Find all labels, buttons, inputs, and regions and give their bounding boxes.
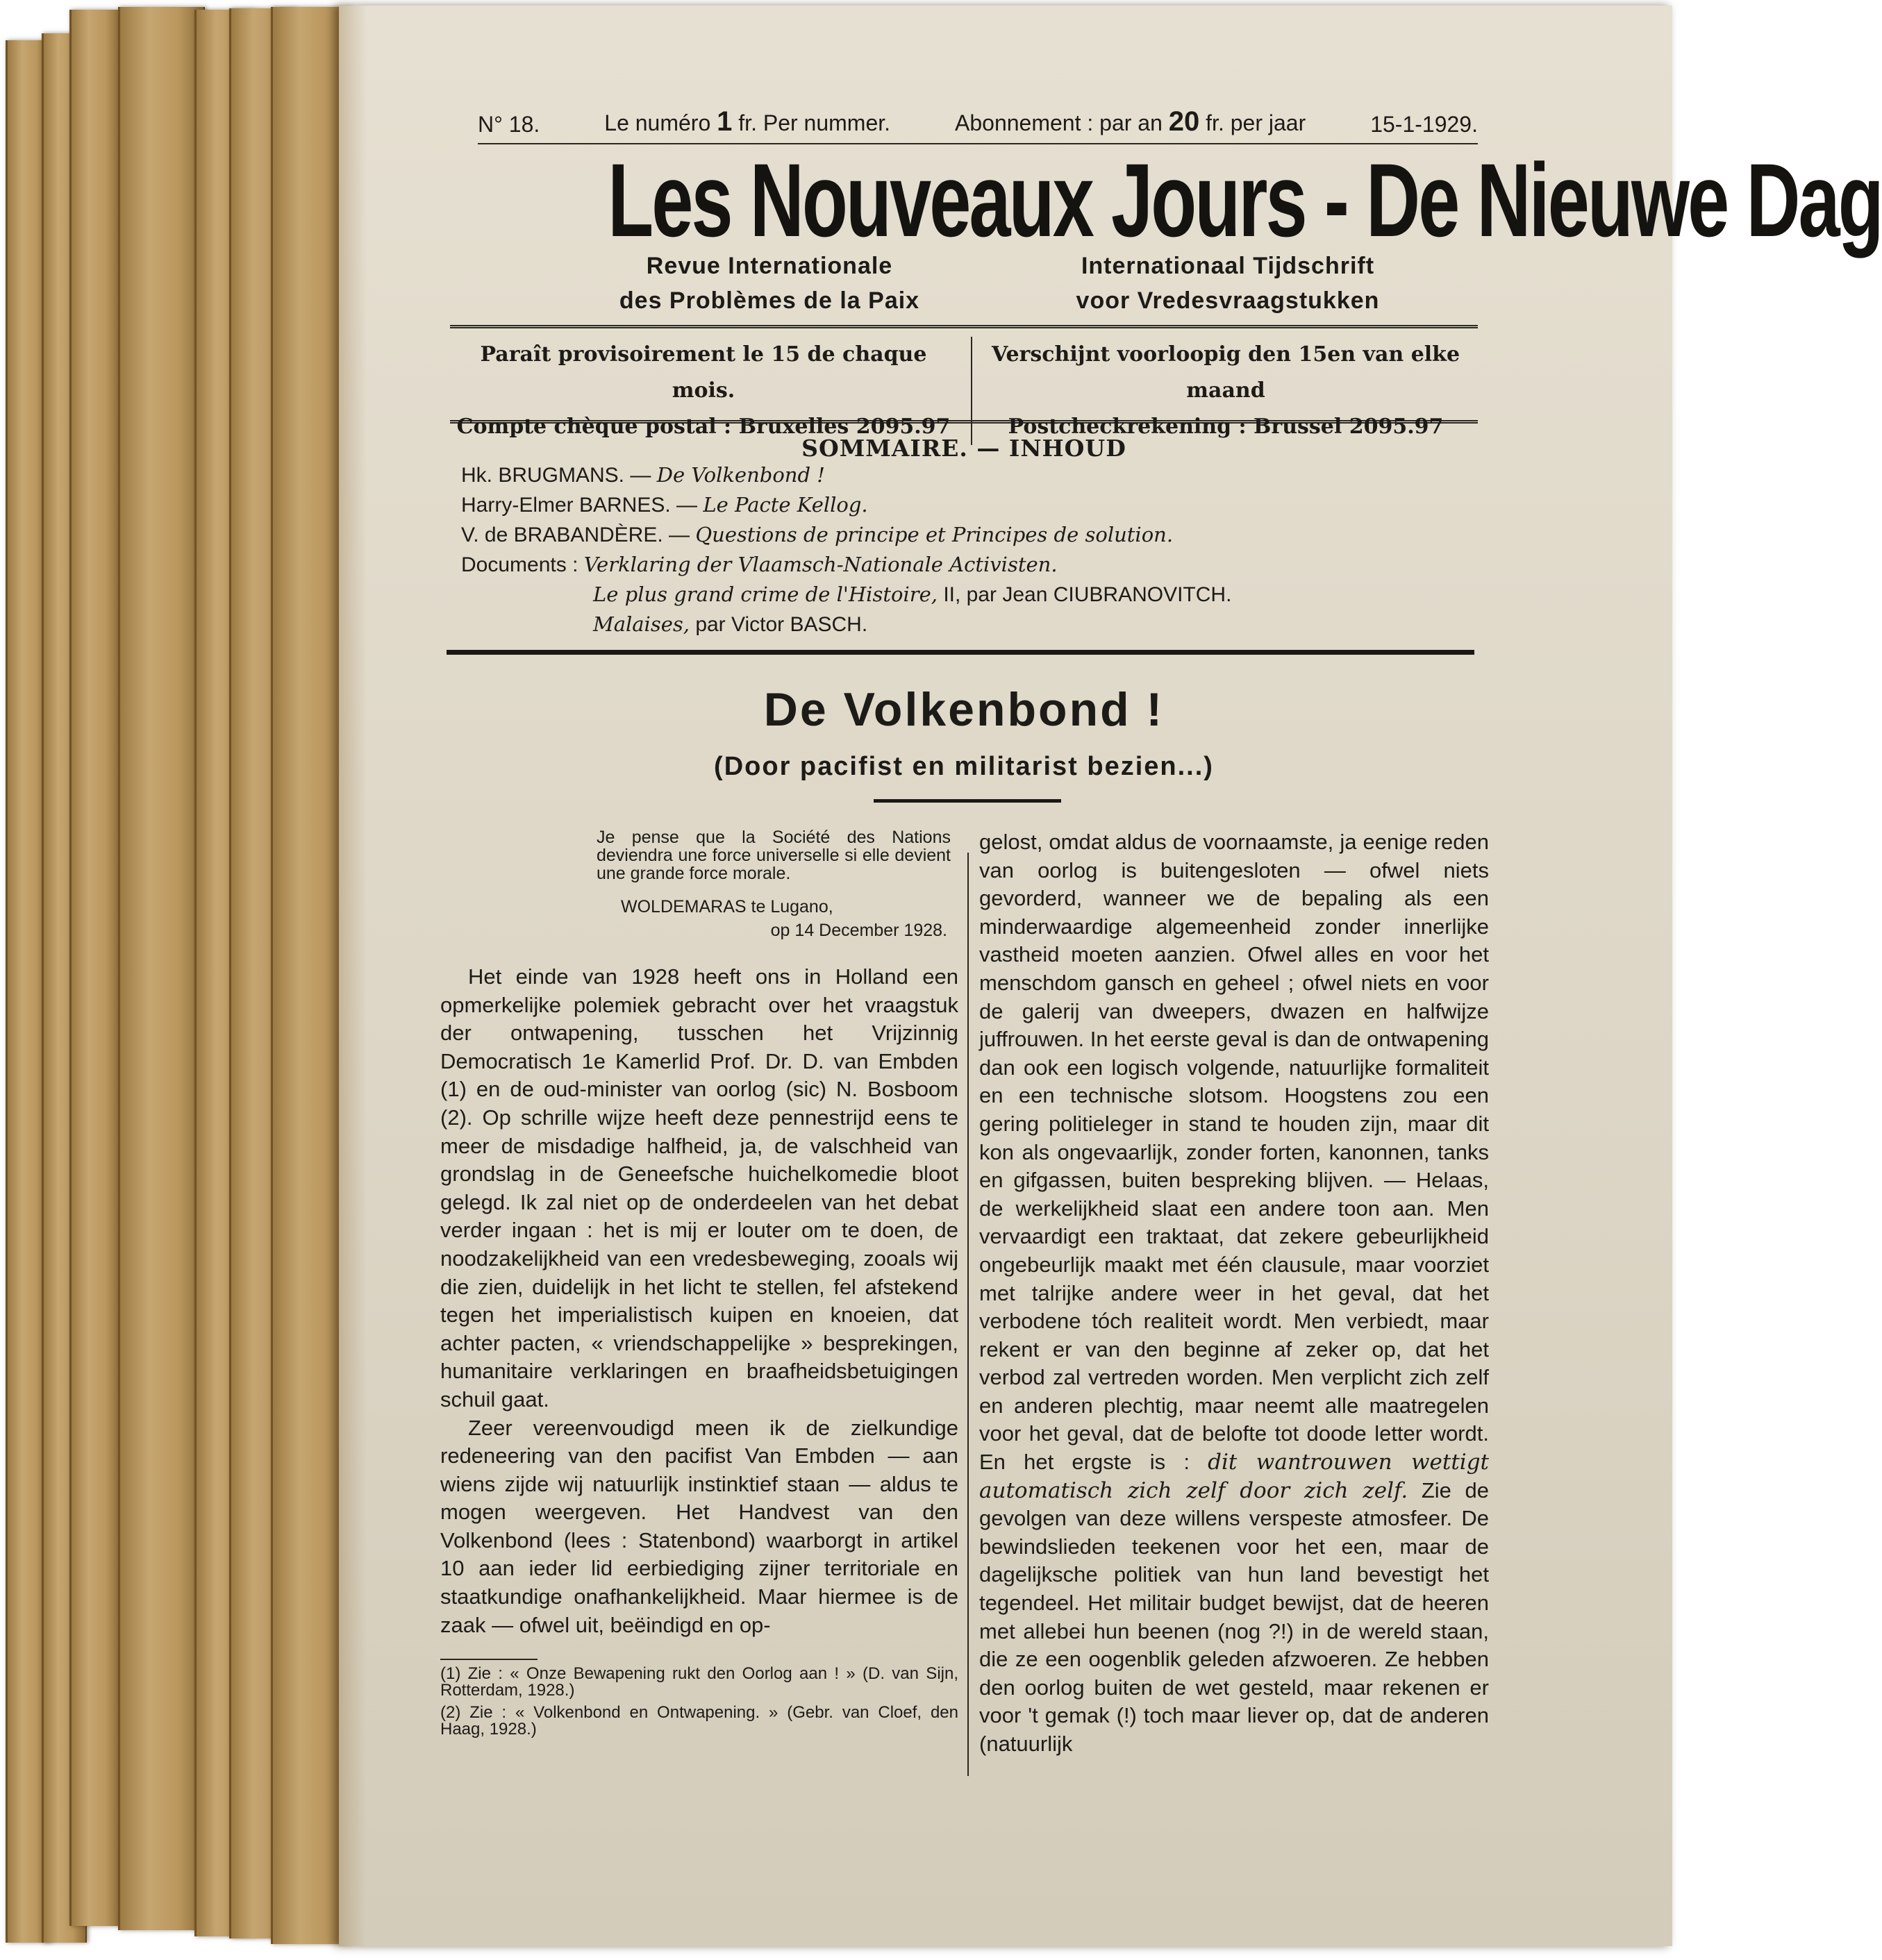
toc-title: Le plus grand crime de l'Histoire,	[593, 583, 938, 606]
publication-info	[450, 325, 1478, 439]
price-prefix: Le numéro	[604, 110, 711, 135]
info-line: Postcheckrekening : Brussel 2095.97	[1008, 414, 1444, 439]
footnote-rule	[440, 1659, 538, 1660]
issue-date: 15-1-1929.	[1370, 112, 1478, 137]
toc-entry	[461, 580, 1475, 610]
stacked-issue-edge	[69, 10, 122, 1926]
article-paragraph: Zeer vereenvoudigd meen ik de zielkundige redeneering van den pacifist Van Embden — aan wiens zijde wij natuurlijk instinktief staan — aldus te mogen weergeven. Het Handvest van den Volkenbond (lees : Statenbond) waarborgt in artikel 10 aan ieder lid eerbiediging zijner territoriale en staatkundige onafhankelijkheid. Maar hiermee is de zaak — ofwel uit, beëindigd en op-	[440, 1415, 958, 1637]
front-page	[339, 6, 1882, 1946]
epigraph-date: op 14 December 1928.	[770, 921, 947, 940]
toc-author: Documents :	[461, 553, 578, 576]
epigraph: Je pense que la Société des Nations deviendra une force universelle si elle devient une grande force morale.	[597, 828, 951, 883]
publication-info-dutch	[971, 337, 1479, 445]
article-headline: De Volkenbond !	[763, 683, 1165, 736]
article-paragraph-continued	[979, 828, 1489, 1759]
article-paragraph: Het einde van 1928 heeft ons in Holland een opmerkelijke polemiek gebracht over het vraagstuk der ontwapening, tusschen het Vrijzinnig Democratisch 1e Kamerlid Prof. Dr. D. van Embden (1) en de oud-minister van oorlog (sic) N. Bosboom (2). Op schrille wijze heeft deze pennestrijd eens te meer de misdadige halfheid, ja, de valschheid van grondslag in de Geneefsche huichelkomedie bloot gelegd. Ik zal niet op de onderdeelen van het debat verder ingaan : het is mij er louter om te doen, de noodzakelijkheid van een vredesbeweging, zooals wij die zien, duidelijk in het licht te stellen, fel afstekend tegen het imperialistisch kuipen en knoeien, dat achter pacten, « vriendschappelijke » besprekingen, humanitaire verklaringen en braafheidsbetuigingen schuil gaat.	[440, 964, 958, 1412]
toc-entry	[461, 520, 1475, 550]
article-text: gelost, omdat aldus de voornaamste, ja eenige reden van oorlog is buitengesloten — ofwel niets gevorderd, wanneer we de bepaling als een minderwaardige algemeenheid zonder innerlijke vastheid moeten aanzien. Ofwel alles en voor het menschdom gansch en geheel ; ofwel niets en voor de galerij van dweepers, dwazen en halfwijze juffrouwen. In het eerste geval is dan de ontwapening dan ook een logisch volgende, natuurlijke formaliteit en een technische slotsom. Hoogstens zou een gering politieleger in stand te houden zijn, maar dit kon als ongevaarlijk, zonder forten, kanonnen, tanks en gifgassen, buiten bespreking blijven. — Helaas, de werkelijkheid slaat een andere toon aan. Men vervaardigt een traktaat, dat zekere gebeurlijkheid ongebeurlijk maakt met één clausule, maar voorziet met talrijke andere weer in het geval, dat het verbodene tóch realiteit wordt. Men verbiedt, maar rekent er van den beginne af zeker op, dat het verbod zal vertreden worden. Men verplicht zich zelf en anderen plechtig, maar neemt alle maatregelen voor het geval, dat de belofte tot doode letter wordt. En het ergste is :	[979, 830, 1489, 1475]
toc-author: V. de BRABANDÈRE. —	[461, 523, 690, 546]
subscription-prefix: Abonnement : par an	[955, 110, 1163, 135]
epigraph-signature	[621, 895, 947, 942]
info-line: Verschijnt voorloopig den 15en van elke maand	[991, 342, 1460, 403]
subtitle-line: Revue Internationale	[646, 253, 893, 279]
subtitle-line: des Problèmes de la Paix	[619, 287, 920, 314]
toc-author: Hk. BRUGMANS. —	[461, 464, 651, 487]
article-text: Zie de gevolgen van deze willens verspeste atmosfeer. De bewindslieden teekenen voor het een, maar de dagelijksche politiek van hun land bevestigt het tegendeel. Het militair budget bewijst, dat de heeren met allebei hun beenen (nog ?!) in de wereld staan, die ze een oogenblik geleden afzwoeren. Ze hebben den oorlog buiten de wet gesteld, maar rekenen er voor 't gemak (!) toch maar liever op, dat de anderen (natuurlijk	[979, 1477, 1489, 1756]
subscription-suffix: fr. per jaar	[1206, 110, 1306, 135]
issue-price	[604, 106, 890, 137]
toc-entry	[461, 460, 1475, 490]
table-of-contents	[461, 460, 1475, 639]
info-line: Paraît provisoirement le 15 de chaque mois.	[480, 342, 927, 403]
article-column-right	[979, 828, 1489, 1759]
toc-author: Harry-Elmer BARNES. —	[461, 494, 698, 517]
toc-title: Verklaring der Vlaamsch-Nationale Activisten.	[583, 553, 1058, 576]
footnote: (2) Zie : « Volkenbond en Ontwapening. » (Gebr. van Cloef, den Haag, 1928.)	[440, 1703, 958, 1739]
article-column-left	[440, 828, 958, 1738]
footnote: (1) Zie : « Onze Bewapening rukt den Oorlog aan ! » (D. van Sijn, Rotterdam, 1928.)	[440, 1664, 958, 1700]
subscription-value: 20	[1168, 106, 1200, 137]
info-line: Compte chèque postal : Bruxelles 2095.97	[456, 414, 951, 439]
toc-extra: par Victor BASCH.	[695, 613, 868, 636]
toc-title: Le Pacte Kellog.	[703, 493, 868, 517]
newspaper-title: Les Nouveaux Jours - De Nieuwe Dag	[608, 142, 1882, 258]
masthead-line	[478, 96, 1478, 144]
subtitle-line: voor Vredesvraagstukken	[1076, 287, 1380, 314]
toc-title: De Volkenbond !	[656, 463, 825, 487]
headline-rule	[874, 799, 1061, 803]
toc-entry	[461, 490, 1475, 520]
publication-info-french	[450, 337, 957, 445]
toc-title: Malaises,	[593, 612, 690, 636]
issue-number: N° 18.	[478, 112, 540, 137]
section-divider	[447, 650, 1474, 655]
column-divider	[967, 853, 969, 1776]
price-value: 1	[717, 106, 733, 137]
toc-extra: II, par Jean CIUBRANOVITCH.	[943, 583, 1232, 606]
price-suffix: fr. Per nummer.	[738, 110, 891, 135]
subtitle-dutch	[1033, 249, 1422, 318]
article-emphasis: dit wantrouwen wettigt automatisch zich zelf door zich zelf.	[979, 1450, 1489, 1503]
subscription	[955, 106, 1306, 137]
contents-heading: SOMMAIRE. — INHOUD	[801, 435, 1126, 462]
subtitle-french	[575, 249, 964, 318]
article-subheadline: (Door pacifist en militarist bezien...)	[714, 752, 1214, 781]
subtitle-line: Internationaal Tijdschrift	[1081, 253, 1375, 279]
toc-entry	[461, 550, 1475, 580]
toc-entry	[461, 610, 1475, 639]
stacked-issue-edge	[118, 7, 205, 1930]
toc-title: Questions de principe et Principes de solution.	[695, 523, 1174, 546]
epigraph-author: WOLDEMARAS te Lugano,	[621, 897, 833, 916]
